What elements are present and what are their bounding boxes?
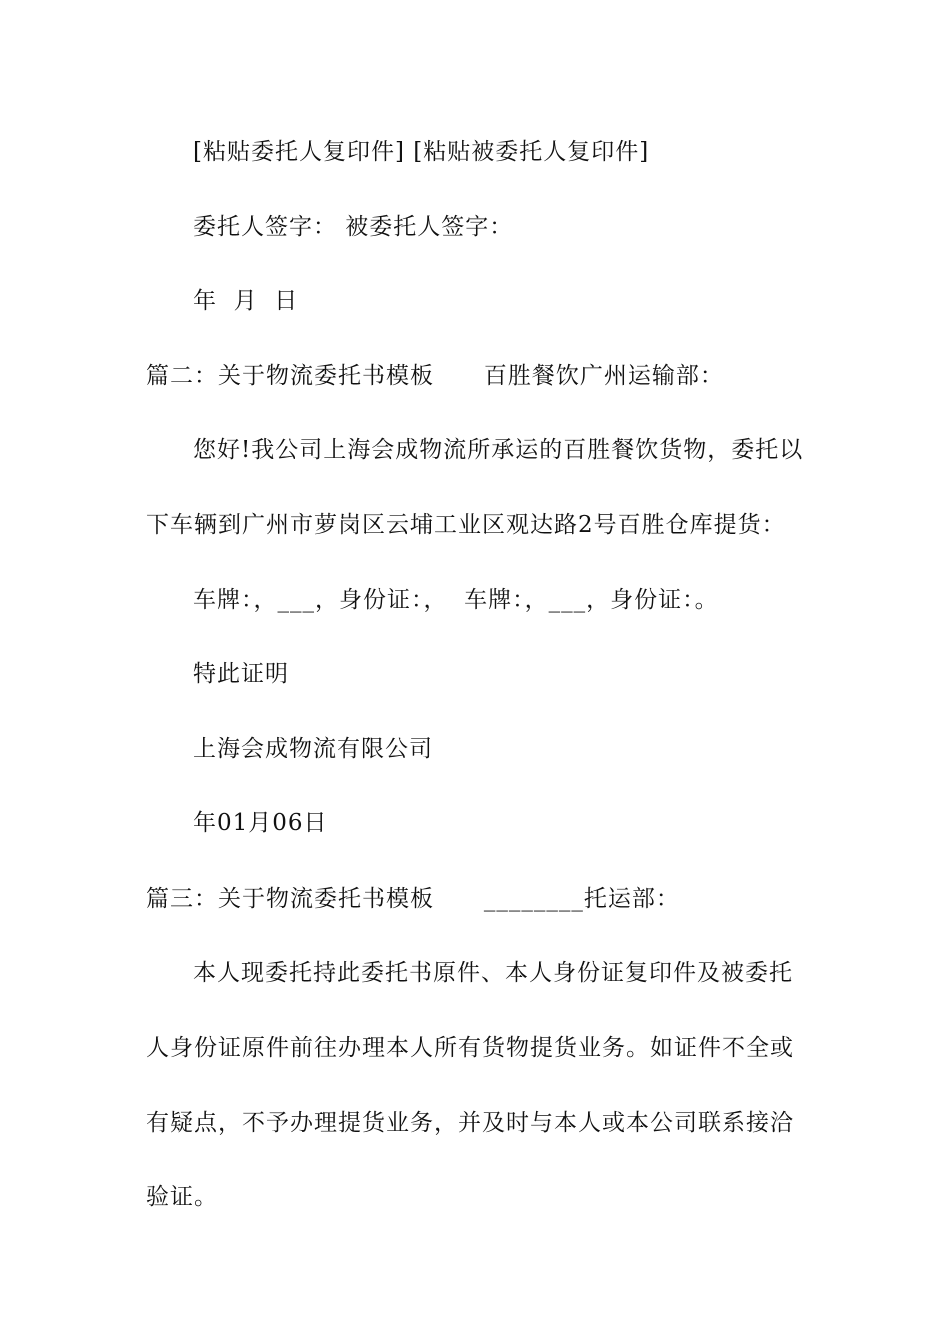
section-three-body-line-1: 本人现委托持此委托书原件、本人身份证复印件及被委托	[193, 960, 793, 986]
license-plate-line: 车牌：，___，身份证：， 车牌：，___，身份证：。	[193, 587, 719, 613]
paste-copies-line: [粘贴委托人复印件] [粘贴被委托人复印件]	[193, 139, 650, 165]
company-name-line: 上海会成物流有限公司	[193, 736, 433, 762]
section-two-body-line-1: 您好!我公司上海会成物流所承运的百胜餐饮货物，委托以	[193, 437, 804, 463]
section-three-body-line-3: 有疑点，不予办理提货业务，并及时与本人或本公司联系接洽	[146, 1110, 794, 1136]
date-line-1: 年 月 日	[193, 288, 299, 314]
section-two-body-line-2: 下车辆到广州市萝岗区云埔工业区观达路2号百胜仓库提货：	[146, 512, 786, 538]
certification-line: 特此证明	[193, 661, 289, 687]
section-two-heading: 篇二：关于物流委托书模板 百胜餐饮广州运输部：	[146, 363, 724, 389]
section-three-body-line-4: 验证。	[146, 1184, 218, 1210]
section-three-body-line-2: 人身份证原件前往办理本人所有货物提货业务。如证件不全或	[146, 1035, 794, 1061]
date-line-2: 年01月06日	[193, 810, 328, 836]
signature-line: 委托人签字： 被委托人签字：	[193, 214, 514, 240]
section-three-heading: 篇三：关于物流委托书模板 ________托运部：	[146, 886, 680, 912]
